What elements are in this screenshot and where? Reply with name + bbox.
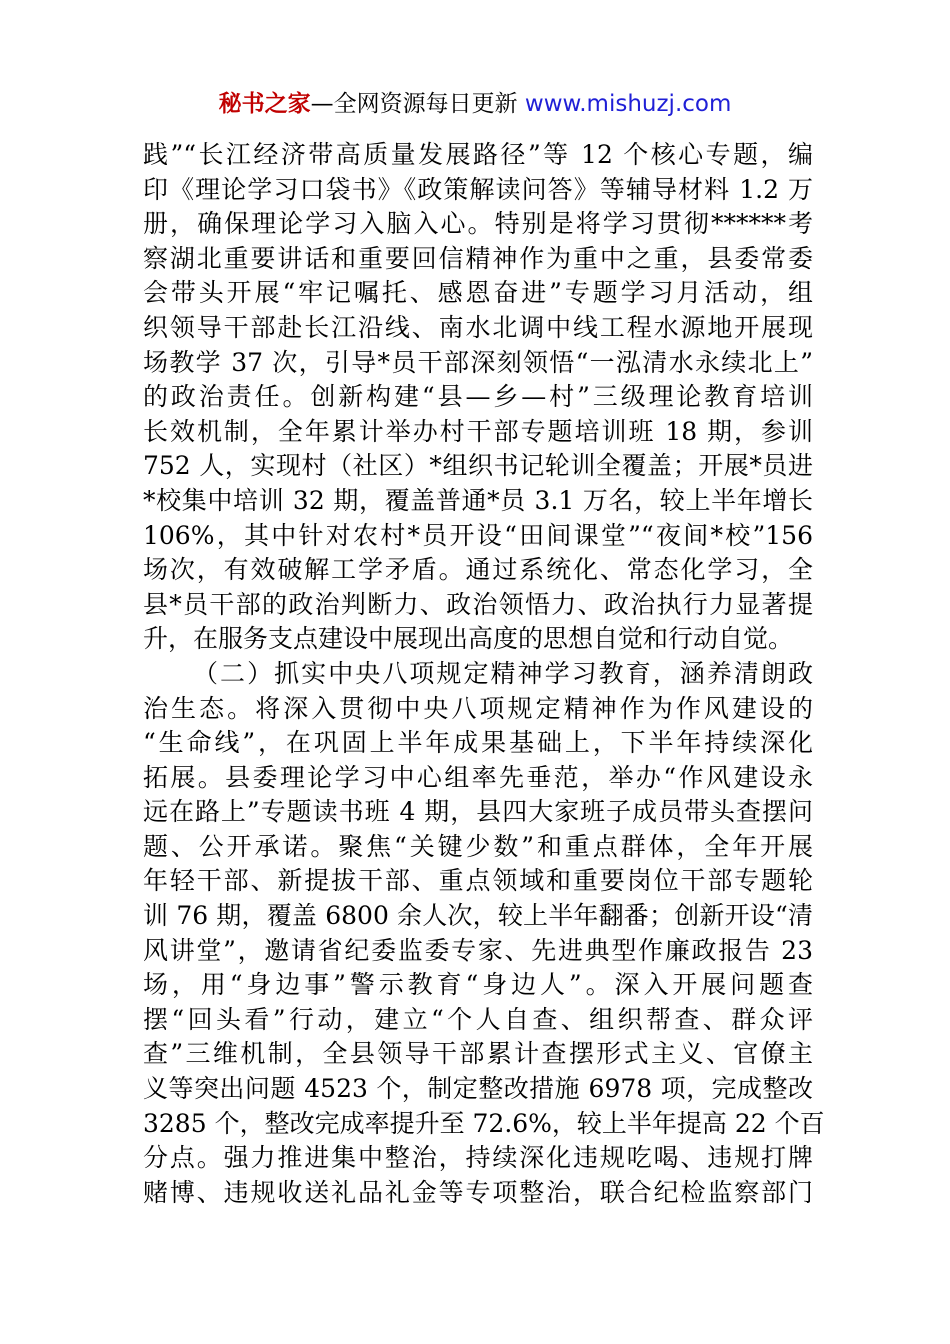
body-line: 的政治责任。创新构建“县—乡—村”三级理论教育培训 <box>143 382 813 412</box>
body-line: 册，确保理论学习入脑入心。特别是将学习贯彻******考 <box>143 209 813 239</box>
site-url-link[interactable]: www.mishuzj.com <box>524 91 732 117</box>
body-line: 752 人，实现村（社区）*组织书记轮训全覆盖；开展*员进 <box>143 451 813 481</box>
site-name: 秘书之家 <box>218 91 311 117</box>
body-line: 分点。强力推进集中整治，持续深化违规吃喝、违规打牌 <box>143 1143 813 1173</box>
site-header <box>0 88 950 120</box>
body-line: 察湖北重要讲话和重要回信精神作为重中之重，县委常委 <box>143 243 813 273</box>
body-line: 年轻干部、新提拔干部、重点领域和重要岗位干部专题轮 <box>143 866 813 896</box>
site-tagline: —全网资源每日更新 <box>310 91 525 117</box>
section-heading-line: （二）抓实中央八项规定精神学习教育，涵养清朗政 <box>193 658 813 688</box>
body-line: 升，在服务支点建设中展现出高度的思想自觉和行动自觉。 <box>143 624 794 654</box>
body-line: 印《理论学习口袋书》《政策解读问答》等辅导材料 1.2 万 <box>143 174 813 204</box>
body-line: 治生态。将深入贯彻中央八项规定精神作为作风建设的 <box>143 693 813 723</box>
body-line: 远在路上”专题读书班 4 期，县四大家班子成员带头查摆问 <box>143 797 813 827</box>
body-line: 查”三维机制，全县领导干部累计查摆形式主义、官僚主 <box>143 1039 813 1069</box>
body-line: 训 76 期，覆盖 6800 余人次，较上半年翻番；创新开设“清 <box>143 901 813 931</box>
body-line: 义等突出问题 4523 个，制定整改措施 6978 项，完成整改 <box>143 1074 813 1104</box>
body-line: 长效机制，全年累计举办村干部专题培训班 18 期，参训 <box>143 416 813 446</box>
body-line: “生命线”，在巩固上半年成果基础上，下半年持续深化 <box>143 728 813 758</box>
body-line: 场，用“身边事”警示教育“身边人”。深入开展问题查 <box>143 970 813 1000</box>
body-line: 县*员干部的政治判断力、政治领悟力、政治执行力显著提 <box>143 589 813 619</box>
body-line: 摆“回头看”行动，建立“个人自查、组织帮查、群众评 <box>143 1004 813 1034</box>
document-body <box>143 138 825 1210</box>
body-line: 践”“长江经济带高质量发展路径”等 12 个核心专题，编 <box>143 140 813 169</box>
body-line: 题、公开承诺。聚焦“关键少数”和重点群体，全年开展 <box>143 831 813 861</box>
body-line: 拓展。县委理论学习中心组率先垂范，举办“作风建设永 <box>143 762 813 792</box>
body-line: 场教学 37 次，引导*员干部深刻领悟“一泓清水永续北上” <box>143 347 813 377</box>
body-line: *校集中培训 32 期，覆盖普通*员 3.1 万名，较上半年增长 <box>143 485 813 515</box>
body-line: 3285 个，整改完成率提升至 72.6%，较上半年提高 22 个百 <box>143 1108 825 1138</box>
body-line: 106%，其中针对农村*员开设“田间课堂”“夜间*校”156 <box>143 520 813 550</box>
body-line: 场次，有效破解工学矛盾。通过系统化、常态化学习，全 <box>143 555 813 585</box>
body-line: 风讲堂”，邀请省纪委监委专家、先进典型作廉政报告 23 <box>143 935 813 965</box>
body-line: 会带头开展“牢记嘱托、感恩奋进”专题学习月活动，组 <box>143 278 813 308</box>
body-line: 赌博、违规收送礼品礼金等专项整治，联合纪检监察部门 <box>143 1177 813 1207</box>
body-line: 织领导干部赴长江沿线、南水北调中线工程水源地开展现 <box>143 312 813 342</box>
